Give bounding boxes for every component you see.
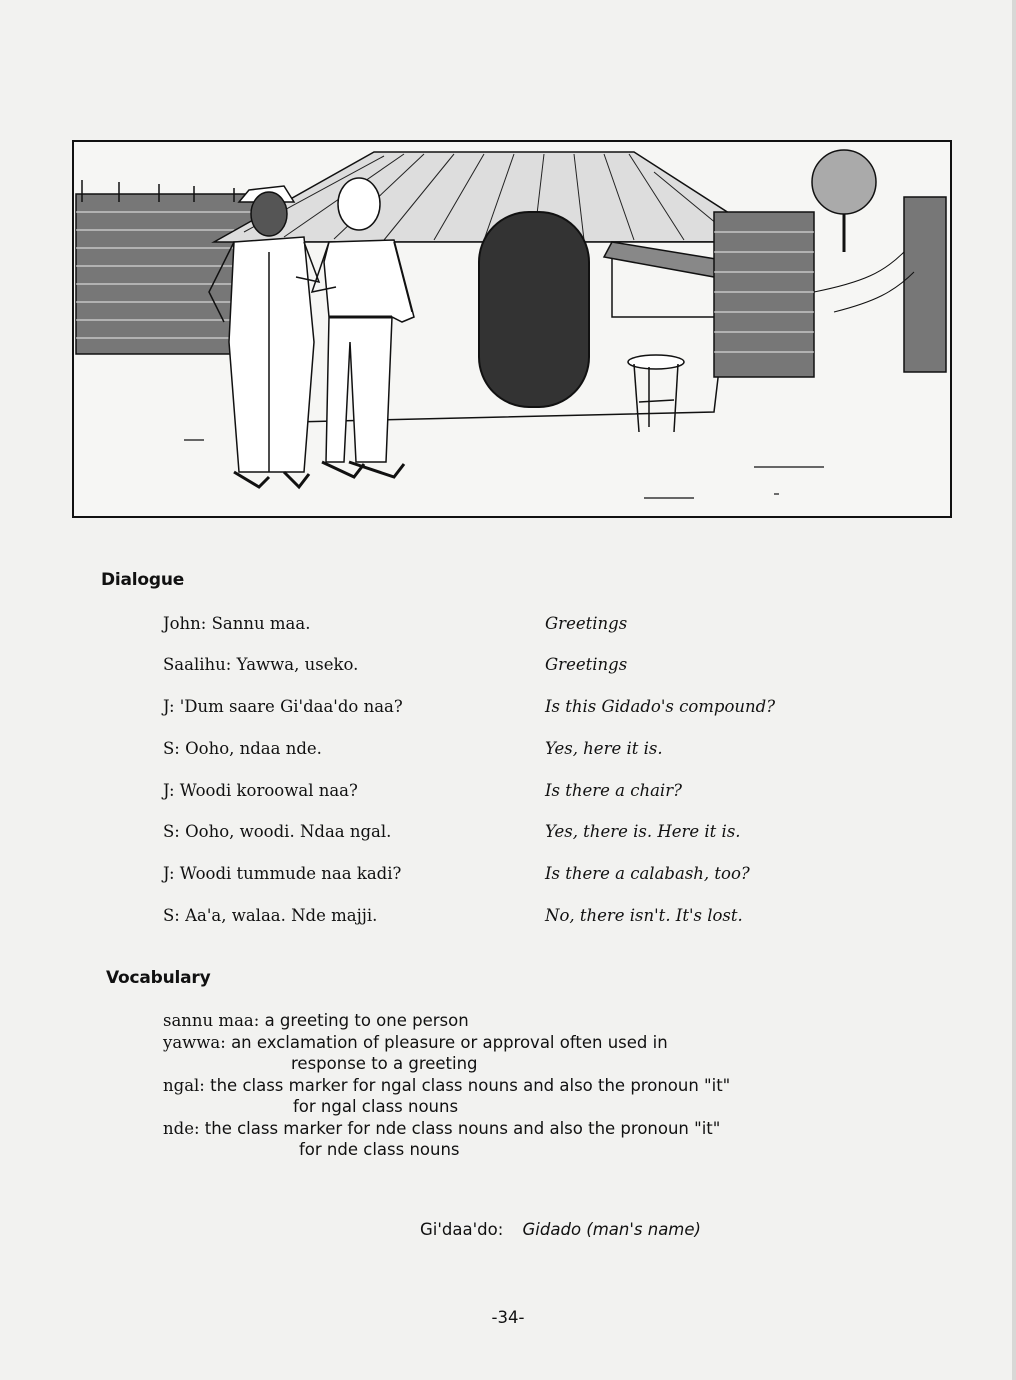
path: [814, 252, 914, 312]
dialogue-source: Saalihu: Yawwa, useko.: [163, 655, 359, 674]
vocabulary-definition: the class marker for nde class nouns and also the pronoun "it": [204, 1118, 721, 1138]
page-edge: [1012, 0, 1016, 1380]
vocabulary-term: sannu maa:: [163, 1011, 260, 1030]
dialogue-source: J: 'Dum saare Gi'daa'do naa?: [163, 697, 403, 716]
dialogue-translation: Yes, here it is.: [545, 739, 663, 758]
hut-doorway: [479, 212, 589, 407]
hut-window: [604, 242, 722, 317]
vocabulary-definition-continued: response to a greeting: [291, 1054, 478, 1073]
vocabulary-definition: the class marker for ngal class nouns and also the pronoun "it": [210, 1075, 731, 1095]
vocabulary-term: nde:: [163, 1118, 200, 1138]
vocabulary-item: [163, 1010, 863, 1032]
illustration-two-men-at-hut: [72, 140, 952, 518]
vocabulary-definition-continued: for nde class nouns: [299, 1140, 460, 1159]
dialogue-line: [0, 822, 1016, 846]
dialogue-line: [0, 781, 1016, 805]
dialogue-translation: Is there a chair?: [545, 781, 682, 800]
vocabulary-term: yawwa:: [163, 1032, 226, 1052]
dialogue-source: J: Woodi tummude naa kadi?: [163, 864, 402, 883]
name-gloss: [420, 1220, 701, 1239]
dialogue-source: John: Sannu maa.: [163, 614, 311, 633]
vocabulary-definition: an exclamation of pleasure or approval often used in: [231, 1032, 668, 1052]
vocabulary-term: ngal:: [163, 1075, 205, 1095]
dialogue-line: [0, 655, 1016, 679]
dialogue-source: S: Aa'a, walaa. Nde majji.: [163, 906, 378, 925]
vocabulary-definition: a greeting to one person: [264, 1011, 469, 1030]
gloss-definition: Gidado (man's name): [522, 1220, 701, 1239]
dialogue-translation: No, there isn't. It's lost.: [545, 906, 743, 925]
dialogue-translation: Greetings: [545, 655, 628, 674]
vocabulary-item: [163, 1075, 863, 1118]
page-number: -34-: [491, 1308, 525, 1327]
dialogue-translation: Yes, there is. Here it is.: [545, 822, 741, 841]
vocabulary-definition-continued: for ngal class nouns: [293, 1097, 459, 1116]
dialogue-source: J: Woodi koroowal naa?: [163, 781, 358, 800]
dialogue-line: [0, 614, 1016, 638]
dialogue-line: [0, 697, 1016, 721]
dialogue-line: [0, 906, 1016, 930]
vocabulary-heading: Vocabulary: [106, 968, 211, 988]
dialogue-line: [0, 864, 1016, 888]
dialogue-translation: Is this Gidado's compound?: [545, 697, 776, 716]
dialogue-source: S: Ooho, woodi. Ndaa ngal.: [163, 822, 392, 841]
right-fence: [714, 197, 946, 377]
vocabulary-item: [163, 1032, 863, 1075]
dialogue-line: [0, 739, 1016, 763]
dialogue-translation: Is there a calabash, too?: [545, 864, 750, 883]
dialogue-translation: Greetings: [545, 614, 628, 633]
dialogue-source: S: Ooho, ndaa nde.: [163, 739, 322, 758]
tree: [812, 150, 876, 252]
gloss-term: Gi'daa'do:: [420, 1220, 504, 1239]
dialogue-heading: Dialogue: [101, 570, 185, 590]
vocabulary-list: [163, 1010, 863, 1161]
vocabulary-item: [163, 1118, 863, 1161]
